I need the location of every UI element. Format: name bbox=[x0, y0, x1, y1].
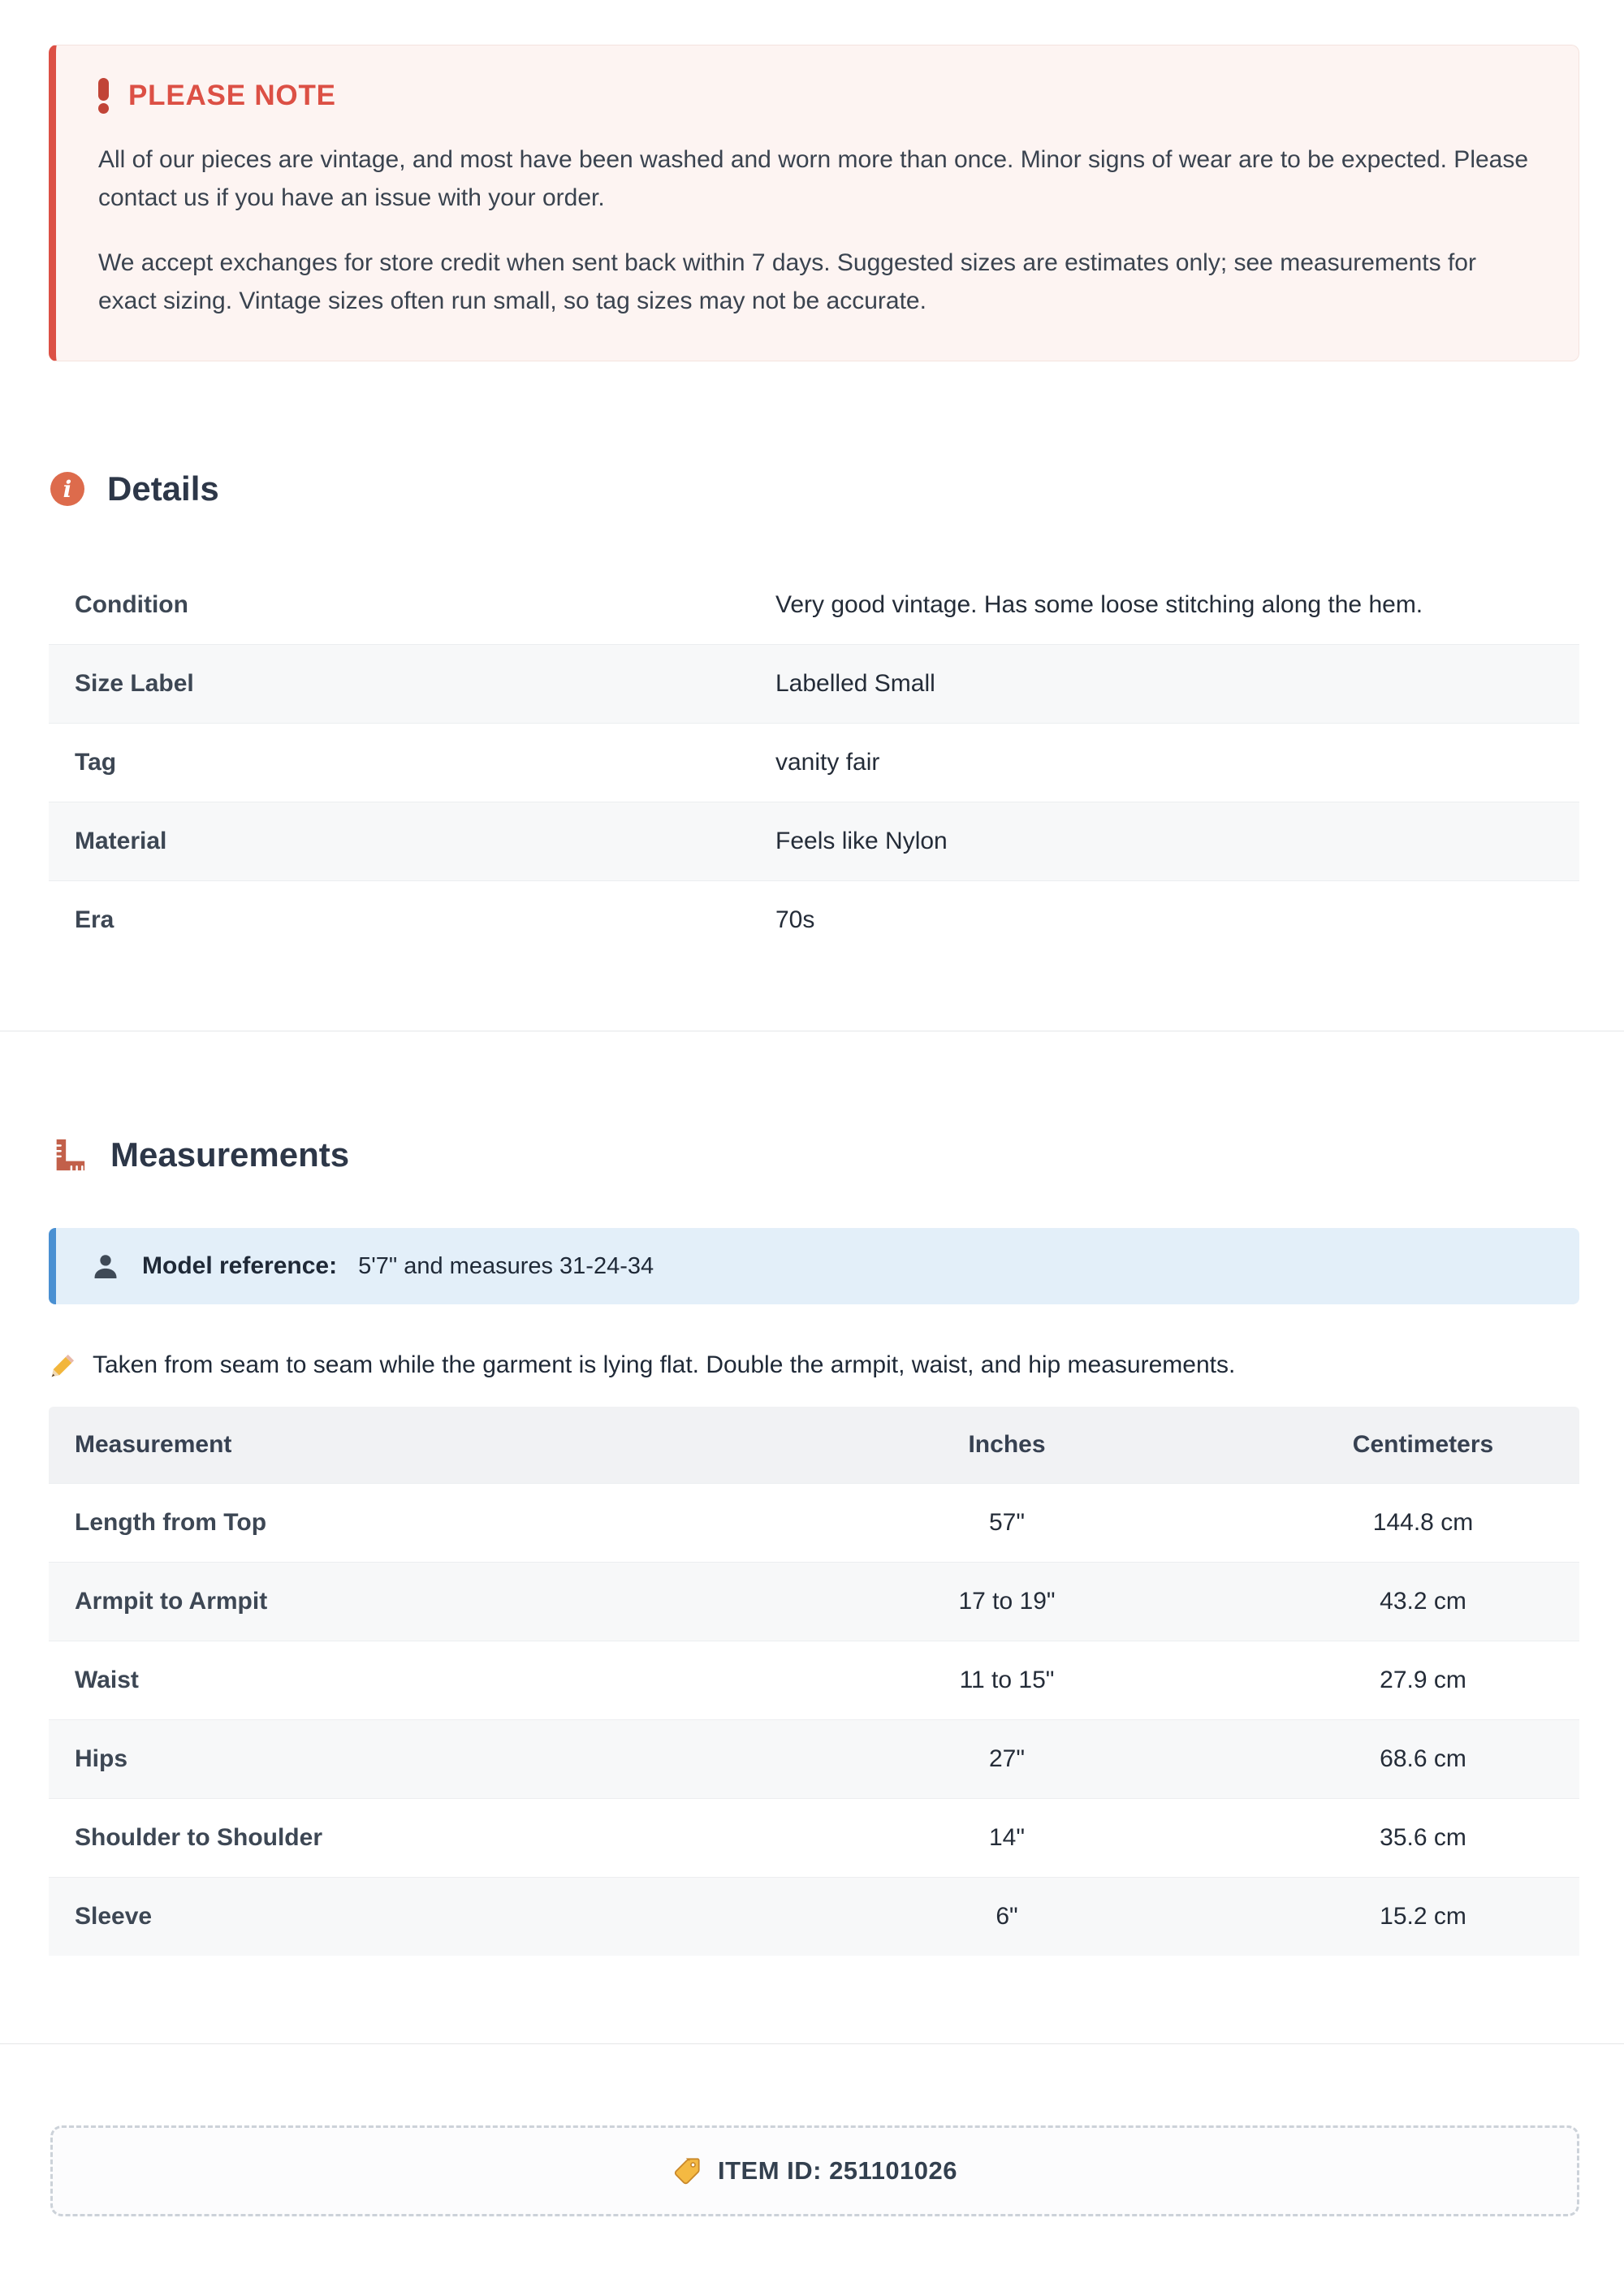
measurement-centimeters: 15.2 cm bbox=[1380, 1903, 1466, 1930]
measurements-section bbox=[0, 1135, 1624, 1956]
header-inches: Inches bbox=[968, 1431, 1046, 1458]
detail-value: Labelled Small bbox=[775, 670, 935, 697]
note-title: PLEASE NOTE bbox=[128, 80, 336, 111]
note-title-row bbox=[98, 78, 1534, 114]
measurement-name: Length from Top bbox=[75, 1509, 267, 1536]
measurement-centimeters: 43.2 cm bbox=[1380, 1588, 1466, 1615]
measurement-inches: 57" bbox=[988, 1509, 1026, 1536]
info-icon: i bbox=[50, 472, 84, 506]
measurement-inches: 6" bbox=[996, 1903, 1018, 1930]
measurement-inches: 14" bbox=[988, 1824, 1026, 1851]
note-paragraph-1: All of our pieces are vintage, and most have been washed and worn more than once. Minor signs of wear are to be expected. Please contact us if you have an issue with your order. bbox=[98, 146, 1529, 211]
measurement-row-shoulder bbox=[49, 1798, 1579, 1877]
measurements-table-body bbox=[49, 1483, 1579, 1956]
person-icon bbox=[90, 1251, 121, 1282]
please-note-box bbox=[49, 45, 1579, 361]
detail-label: Size Label bbox=[75, 670, 194, 697]
tag-icon bbox=[672, 2156, 702, 2186]
measurement-row-length bbox=[49, 1483, 1579, 1562]
product-info-page bbox=[0, 45, 1624, 2216]
detail-value: vanity fair bbox=[775, 749, 880, 776]
detail-row-material bbox=[49, 802, 1579, 880]
detail-row-condition bbox=[49, 565, 1579, 644]
header-measurement: Measurement bbox=[75, 1431, 232, 1458]
exclamation-icon bbox=[98, 78, 109, 114]
measurement-name: Shoulder to Shoulder bbox=[75, 1824, 322, 1851]
measurement-inches: 17 to 19" bbox=[958, 1588, 1056, 1615]
detail-label: Condition bbox=[75, 590, 188, 618]
measurement-row-waist bbox=[49, 1641, 1579, 1719]
measurement-inches: 11 to 15" bbox=[959, 1667, 1055, 1693]
measurement-row-hips bbox=[49, 1719, 1579, 1798]
measurements-heading bbox=[50, 1135, 1579, 1174]
header-centimeters: Centimeters bbox=[1352, 1431, 1494, 1458]
measurement-name: Hips bbox=[75, 1745, 128, 1772]
measurement-name: Waist bbox=[75, 1667, 139, 1693]
item-id-label: ITEM ID: 251101026 bbox=[717, 2156, 958, 2185]
measurements-title: Measurements bbox=[110, 1135, 350, 1174]
model-reference-label: Model reference: bbox=[142, 1252, 338, 1279]
detail-value: Feels like Nylon bbox=[775, 828, 948, 854]
measurement-name: Armpit to Armpit bbox=[75, 1588, 268, 1615]
measurement-name: Sleeve bbox=[75, 1903, 153, 1930]
measurement-inches: 27" bbox=[988, 1745, 1026, 1772]
model-reference-box bbox=[49, 1228, 1579, 1304]
item-id-box bbox=[50, 2125, 1579, 2216]
details-heading bbox=[50, 469, 1579, 508]
detail-value: Very good vintage. Has some loose stitching along the hem. bbox=[775, 590, 1423, 618]
detail-row-era bbox=[49, 880, 1579, 959]
detail-label: Era bbox=[75, 906, 114, 933]
measurements-table bbox=[49, 1407, 1579, 1956]
detail-label: Material bbox=[75, 828, 167, 854]
details-table bbox=[49, 565, 1579, 959]
detail-row-size-label bbox=[49, 644, 1579, 723]
measuring-note-text: Taken from seam to seam while the garment is lying flat. Double the armpit, waist, and hip measurements. bbox=[93, 1351, 1236, 1378]
model-reference-value: 5'7" and measures 31-24-34 bbox=[358, 1252, 654, 1279]
section-divider bbox=[0, 2043, 1624, 2044]
measurement-row-sleeve bbox=[49, 1877, 1579, 1956]
measuring-note bbox=[50, 1351, 1579, 1379]
detail-label: Tag bbox=[75, 749, 117, 776]
note-paragraph-2: We accept exchanges for store credit when sent back within 7 days. Suggested sizes are estimates only; see measurements for exact sizing. Vintage sizes often run small, so tag sizes may not be accurate. bbox=[98, 249, 1476, 314]
details-section bbox=[0, 469, 1624, 959]
measurements-table-header bbox=[49, 1407, 1579, 1483]
pencil-icon bbox=[50, 1352, 76, 1378]
measurement-centimeters: 27.9 cm bbox=[1380, 1667, 1466, 1693]
measurement-centimeters: 35.6 cm bbox=[1380, 1824, 1466, 1851]
measurement-centimeters: 68.6 cm bbox=[1380, 1745, 1466, 1772]
details-title: Details bbox=[107, 469, 219, 508]
detail-row-tag bbox=[49, 723, 1579, 802]
ruler-icon bbox=[50, 1136, 88, 1174]
detail-value: 70s bbox=[775, 906, 815, 933]
measurement-row-armpit bbox=[49, 1562, 1579, 1641]
measurement-centimeters: 144.8 cm bbox=[1372, 1509, 1474, 1536]
